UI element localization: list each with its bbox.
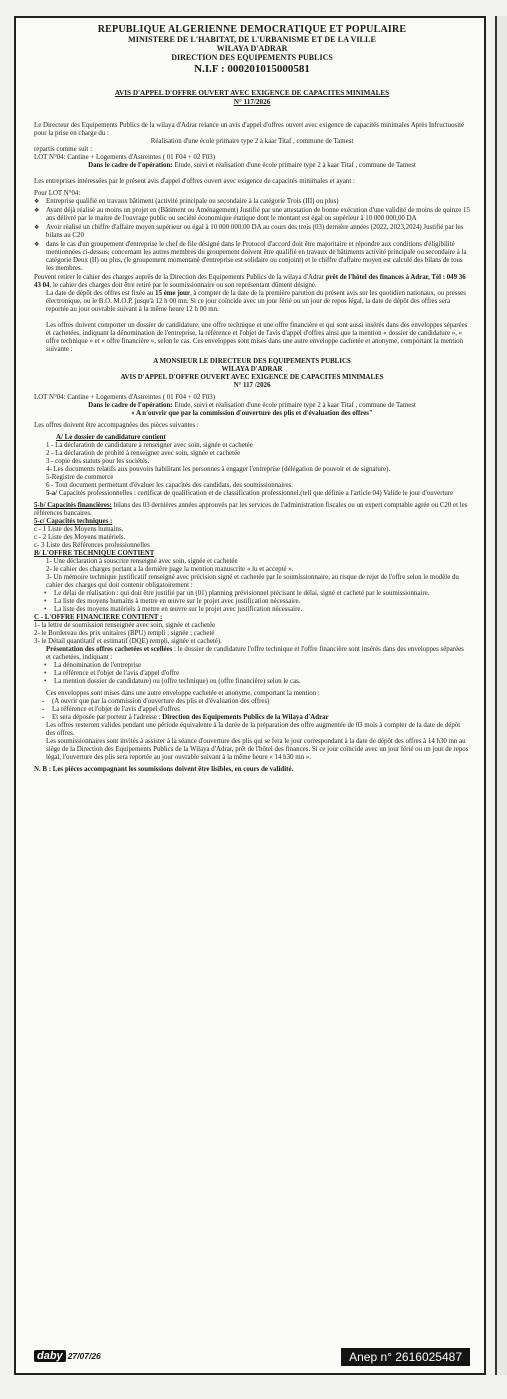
nb-note: N. B : Les pièces accompagnant les soumissions doivent être lisibles, en cours de validité. xyxy=(34,766,294,773)
capacities-pro-label: 5-a/ xyxy=(46,490,58,497)
eligibility-intro: Les entreprises intéressées par le présent avis d'appel d'offres ouvert avec exigence de capacités minimales et ayant : xyxy=(34,178,355,185)
technical-offer-item: 3- Un mémoire technique justificatif renseigné avec précision signé et cachetée par le soumissionnaire, au risque de rejet de l'offre selon le modèle du cahier des charges qui doit contenir obligatoirement : xyxy=(46,574,459,589)
retrait-address: prêt de l'hôtel des finances à Adrar, Tél : 049 36 43 04 xyxy=(34,274,466,289)
notice-title xyxy=(34,89,470,106)
deposit-address-text: Et sera déposée par porteur à l'adresse : xyxy=(52,714,163,721)
deposit-date-paragraph xyxy=(34,290,470,314)
capacities-tech-item: c - 2 Liste des Moyens matériels. xyxy=(34,534,126,541)
presentation-item: • La mention dossier de candidature) ou (offre technique) ou (offre financière) selon le cas. xyxy=(44,678,470,686)
intro-split: repartis comme suit : xyxy=(34,146,92,153)
outer-envelope-list xyxy=(42,698,470,722)
adjacent-column-edge xyxy=(495,16,507,1375)
notice-body xyxy=(16,18,484,774)
header-ministry: MINISTERE DE L'HABITAT, DE L'URBANISME ET DE LA VILLE xyxy=(128,35,376,44)
capacities-fin-text: bilans des 03 dernières années approuvés par les services de l'administration fiscales ou un expert comptable agrée ou C20 et les références bancaires. xyxy=(34,502,468,517)
presentation-item: • La dénomination de l'entreprise xyxy=(44,662,470,670)
header xyxy=(34,24,470,75)
outer-envelope-item: - (A ouvrir que par la commission d'ouverture des plis et d'évaluation des offres) xyxy=(42,698,470,706)
address-line3: AVIS D'APPEL D'OFFRE OUVERT AVEC EXIGENCE DE CAPACITES MINIMALES xyxy=(120,374,384,381)
validity-paragraph: Les offres resteront valides pendant une période équivalente à la durée de la préparation des offre augmentée de 03 mois à compter de la date de dépôt des offres. xyxy=(46,722,461,737)
header-nif: N.I.F : 000201015000581 xyxy=(194,63,310,75)
financial-offer-item: 3- le Détail quantitatif et estimatif (DQE) rempli, signée et cacheté). xyxy=(34,638,222,645)
deposit-text-c: , à compter de la date de la première parution du présent avis sur les quotidien nationaux, ou presses électronique, ou le B.O. M.O.P, jusqu'à 12 h 00 mn. Si ce jour coïncide avec un jour férié ou un jour de repos légal, la date de dépôt des offres sera reportée au jour ouvrable suivant à la même heure 12 h 00 mn. xyxy=(46,290,466,313)
dossier-list xyxy=(34,442,470,490)
technical-offer-item: 2- le cahier des charges portant a la dernière page la mention manuscrite « lu et accepté ». xyxy=(46,566,294,573)
capacities-tech-item: c - 1 Liste des Moyens humains. xyxy=(34,526,124,533)
dossier-item: 3 - copie des statuts pour les sociétés. xyxy=(46,458,150,465)
technical-offer-sublist xyxy=(44,590,470,614)
technical-offer-subitem: • La liste des moyens matériels à mettre en œuvre sur le projet avec justification nécessaire. xyxy=(44,606,470,614)
presentation-item: • La référence et l'objet de l'avis d'appel d'offre xyxy=(44,670,470,678)
technical-offer-item: 1- Une déclaration à souscrire renseigné avec soin, signée et cachetée xyxy=(46,558,238,565)
eligibility-item: ❖ Avoir réalisé un chiffre d'affaire moyen supérieur ou égal à 10 000 000.00 DA au cours des trois (03) dernière années (2022, 2023,2024) Justifié par les bilans au C20 xyxy=(34,224,470,240)
publisher-logo-text: daby xyxy=(34,1350,66,1362)
address-line2: WILAYA D'ADRAR xyxy=(221,366,283,373)
dossier-item: 5-Registre de commerce xyxy=(46,474,114,481)
notice-frame xyxy=(14,16,486,1375)
header-republic: REPUBLIQUE ALGERIENNE DEMOCRATIQUE ET POPULAIRE xyxy=(97,24,407,35)
outer-envelope-mention: Ces enveloppes sont mises dans une autre enveloppe cachetée et anonyme, comportant la mention : xyxy=(46,690,320,697)
dossier-item: 2 - La déclaration de probité à renseigner avec soin, signée et cachetée xyxy=(46,450,241,457)
intro-lot: LOT N°04: Cantine + Logements d'Astreintes ( 01 F04 + 02 F03) xyxy=(34,154,216,161)
header-direction: DIRECTION DES EQUIPEMENTS PUBLICS xyxy=(171,53,333,62)
financial-offer-item: 2- le Bordereau des prix unitaires (BPU) rempli ; signée ; cacheté xyxy=(34,630,215,637)
technical-offer-subitem: • La liste des moyens humains à mettre en œuvre sur le projet avec justification nécessaire. xyxy=(44,598,470,606)
financial-offer-item: 1- la lettre de soumission renseignée avec soin, signée et cachetée xyxy=(34,622,216,629)
intro-operation-label: Dans le cadre de l'opération: xyxy=(88,162,173,169)
retrait-text-a: Peuvent retirer le cahier des charges auprès de la Direction des Equipements Publics de la wilaya d'Adrar xyxy=(34,274,326,281)
capacities-fin-label: 5-b/ Capacités financières: xyxy=(34,502,112,509)
dossier-title: A/ Le dossier de candidature contient xyxy=(56,434,166,441)
dossier-item: 4- Les documents relatifs aux pouvoirs habilitant les personnes à engager l'entreprise (délégation de pouvoir et de signature). xyxy=(46,466,391,473)
eligibility-item: ❖ Ayant déjà réalisé au moins un projet en (Bâtiment ou Aménagement) Justifié par une attestation de bonne exécution d'une validité de moins de quinze 15 ans délivré par le maitre de l'ouvrage public ou société économique étatique dont le montant est égal ou supérieur à 10 000 000,00 DA xyxy=(34,207,470,223)
eligibility-item: ❖ dans le cas d'un groupement d'entreprise le chef de file désigné dans le Protocol d'accord doit être majoritaire et répondre aux conditions d'éligibilité mentionnées ci-dessus; concernant les autres membres du groupement doivent être qualifié en travaux de bâtiments activité principale ou secondaire à la catégorie Deux (II) ou plus, (le groupement momentané d'entreprise est solidaire ou conjoint) et le chiffre d'affaire moyen est calculé des bilans de tous les membres. xyxy=(34,241,470,273)
intro-project: Réalisation d'une école primaire type 2 à kaar Titaf , commune de Tamest xyxy=(150,138,354,145)
presentation-text: : le dossier de candidature l'offre technique et l'offre financière sont insérés dans des enveloppes séparées et cachetées, indiquant : xyxy=(46,646,464,661)
address-block xyxy=(34,358,470,390)
financial-offer-title: C - L'OFFRE FINANCIERE CONTIENT : xyxy=(34,614,163,621)
deposit-address-item xyxy=(42,714,470,722)
address-operation-text: Etude, suivi et réalisation d'une école primaire type 2 à kaar Titaf , commune de Tamest xyxy=(172,402,416,409)
deposit-text-a: La date de dépôt des offres est fixée au xyxy=(46,290,156,297)
publisher-logo xyxy=(34,1349,101,1363)
dossier-item: 1 - La déclaration de candidature à renseigner avec soin, signée et cachetée xyxy=(46,442,253,449)
anep-reference: Anep n° 2616025487 xyxy=(341,1348,470,1366)
intro-paragraph: Le Directeur des Equipements Publics de la wilaya d'Adrar relance un avis d'appel d'offres ouvert avec exigence de capacités minimales Après Infructuosité pour la prise en charge du : xyxy=(34,122,465,137)
eligibility-lot: Pour LOT N°04: xyxy=(34,190,81,197)
footer xyxy=(34,1349,470,1365)
opening-session-paragraph: Les soumissionnaires sont invités à assister à la séance d'ouverture des plis qui se fera le jour correspondant à la date de dépôt des offres à 14 h30 mn au siège de la Direction des Equipements Publics de la Wilaya d'Adrar, prêt de l'hôtel des finances. Si ce jour coïncide avec un jour férié ou un jour de repos légal, l'ouverture des plis sera reportée au jour ouvrable suivant à la même heure « 14 h30 mn ». xyxy=(46,738,469,761)
technical-offer-subitem: • Le délai de réalisation : qui doit être justifié par un (01) planning prévisionnel précisant le délai, signé et cacheté par le soumissionnaire. xyxy=(44,590,470,598)
capacities-tech-item: c- 3 Liste des Références professionnelles xyxy=(34,542,150,549)
retrait-paragraph xyxy=(34,274,470,290)
publication-date: 27/07/26 xyxy=(67,1351,101,1361)
address-open-mention: « A n'ouvrir que par la commission d'ouverture des plis et d'évaluation des offres" xyxy=(131,410,373,417)
retrait-text-c: , le cahier des charges doit être retiré par le soumissionnaire ou son représentant dûment désigné. xyxy=(49,282,317,289)
deposit-address-name: Direction des Equipements Publics de la Wilaya d'Adrar xyxy=(162,714,329,721)
capacities-tech-title: 5-c/ Capacités techniques : xyxy=(34,518,113,525)
address-operation-label: Dans le cadre de l'opération: xyxy=(88,402,173,409)
address-lot: LOT N°04: Cantine + Logements d'Astreintes ( 01 F04 + 02 F03) xyxy=(34,394,216,401)
capacities-pro-text: Capacités professionnelles : certificat de qualification et de classification professionnel.(tell que définie a l'article 04) Valide le jour d'ouverture xyxy=(57,490,454,497)
dossier-item: 6 - Tout document permettant d'évaluer les capacités des candidats, des soumissionnaires: xyxy=(46,482,294,489)
outer-envelope-item: - La référence et l'objet de l'avis d'appel d'offres xyxy=(42,706,470,714)
technical-offer-title: B/ L'OFFRE TECHNIQUE CONTIENT xyxy=(34,550,155,557)
notice-number: N° 117/2026 xyxy=(233,97,271,106)
presentation-list xyxy=(44,662,470,686)
eligibility-item: ❖ Entreprise qualifié en travaux bâtiment (activité principale ou secondaire à la catégorie Trois (III) ou plus) xyxy=(34,198,470,206)
notice-title-text: AVIS D'APPEL D'OFFRE OUVERT AVEC EXIGENCE DE CAPACITES MINIMALES xyxy=(114,89,390,97)
envelopes-paragraph: Les offres doivent comporter un dossier de candidature, une offre technique et une offre financière et qui sont aussi insérés dans des enveloppes séparées et cachetées, indiquant la dénomination de l'entreprise, la référence et l'objet de l'avis d'appel d'offres ainsi que la mention « dossier de candidature », « offre technique » et « offre financière », selon le cas. Ces enveloppes sont mises dans une autre enveloppe cachetée et anonyme, comportant la mention suivante : xyxy=(46,322,468,353)
intro-operation-text: Etude, suivi et réalisation d'une école primaire type 2 à kaar Titaf , commune de Tamest xyxy=(172,162,416,169)
header-wilaya: WILAYA D'ADRAR xyxy=(216,44,288,53)
address-line1: A MONSIEUR LE DIRECTEUR DES EQUIPEMENTS PUBLICS xyxy=(153,358,351,365)
presentation-label: Présentation des offres cachetées et scellées xyxy=(46,646,173,653)
eligibility-list xyxy=(34,198,470,273)
address-line4: N° 117 /2026 xyxy=(233,382,271,389)
deposit-day: 15 ème jour xyxy=(155,290,190,297)
pieces-intro: Les offres doivent être accompagnées des pièces suivantes : xyxy=(34,422,199,429)
